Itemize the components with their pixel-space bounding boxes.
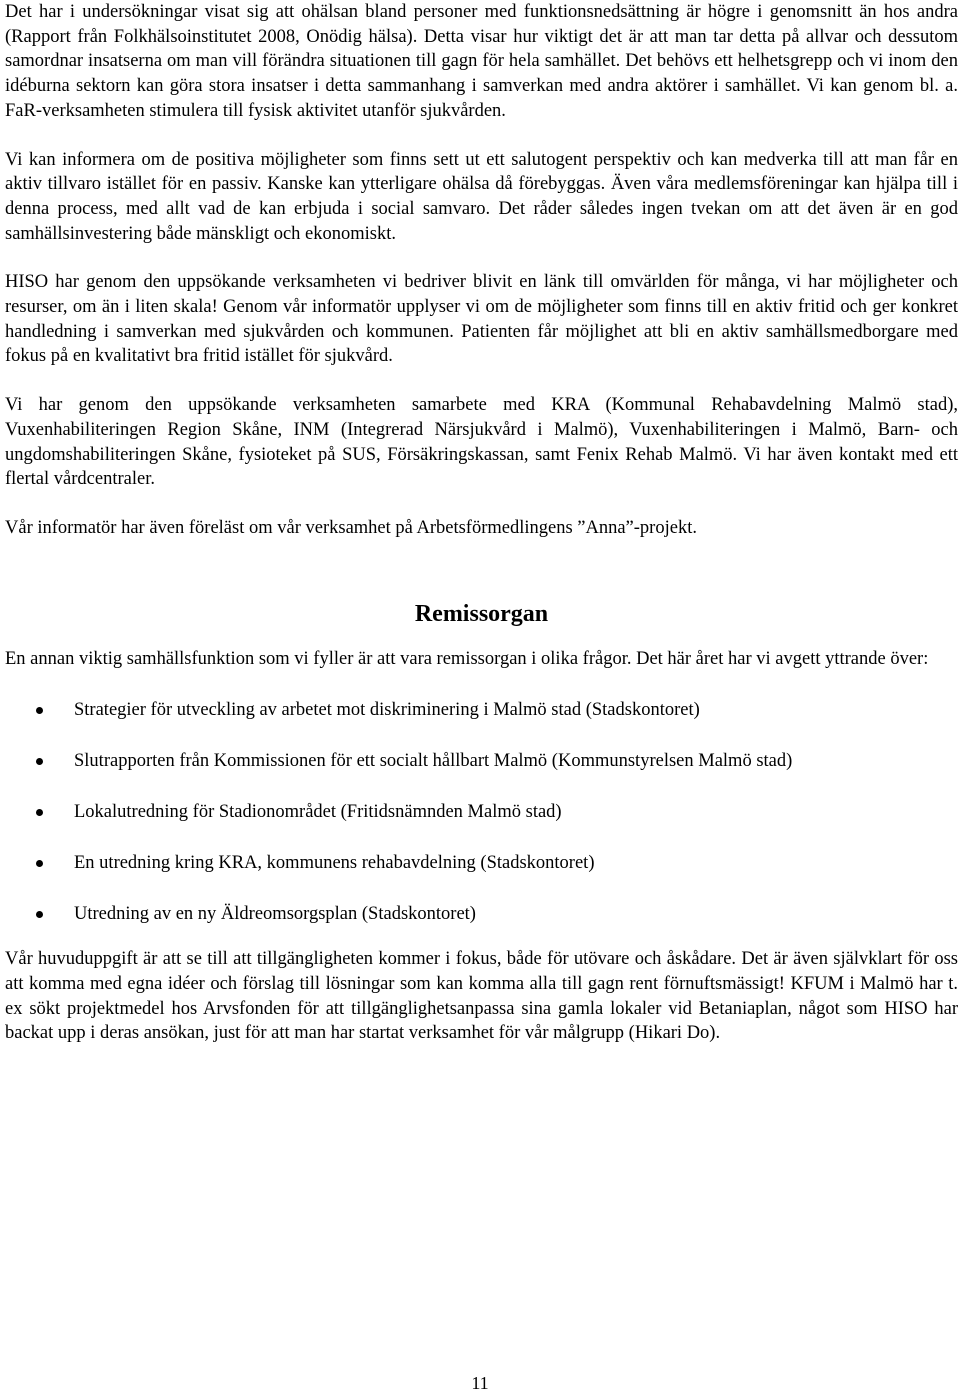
page-number: 11 xyxy=(471,1373,489,1393)
list-item xyxy=(5,749,958,774)
paragraph-consultation-intro: En annan viktig samhällsfunktion som vi fyller är att vara remissorgan i olika frågor. Det här året har vi avgett yttrande över: xyxy=(5,648,929,669)
list-item xyxy=(5,800,958,825)
bullet-icon xyxy=(36,707,43,714)
list-item xyxy=(5,902,958,927)
paragraph-informant-lecture: Vår informatör har även föreläst om vår verksamhet på Arbetsförmedlingens ”Anna”-projekt. xyxy=(5,517,697,538)
list-item-text: Utredning av en ny Äldreomsorgsplan (Stadskontoret) xyxy=(74,904,476,925)
bullet-icon xyxy=(36,860,43,867)
list-item xyxy=(5,698,958,723)
bullet-icon xyxy=(36,758,43,765)
paragraph-health-disparity: Det har i undersökningar visat sig att ohälsan bland personer med funktionsnedsättning är högre i genomsnitt än hos andra (Rapport från Folkhälsoinstitutet 2008, Onödig hälsa). Detta visar hur viktigt det är att man tar detta på allvar och dessutom samordnar insatserna om man vill förändra situationen till gagn för hela samhället. Det behövs ett helhetsgrepp och vi inom den idéburna sektorn kan göra stora insatser i detta sammanhang i samverkan med andra aktörer i samhället. Vi kan genom bl. a. FaR-verksamheten stimulera till fysisk aktivitet utanför sjukvården. xyxy=(5,2,958,121)
paragraph-main-task: Vår huvuduppgift är att se till att tillgängligheten kommer i fokus, både för utövare och åskådare. Det är även självklart för oss att komma med egna idéer och förslag till lösningar som kan komma alla till gagn rent förnuftsmässigt! KFUM i Malmö har t. ex sökt projektmedel hos Arvsfonden för att tillgänglighetsanpassa sina gamla lokaler vid Betaniaplan, något som HISO har backat upp i deras ansökan, just för att man har startat verksamhet för vår målgrupp (Hikari Do). xyxy=(5,949,958,1044)
consultation-list xyxy=(5,698,958,927)
document-page xyxy=(5,0,958,1046)
paragraph-hiso-outreach: HISO har genom den uppsökande verksamheten vi bedriver blivit en länk till omvärlden för många, vi har möjligheter och resurser, om än i liten skala! Genom vår informatör upplyser vi om de möjligheter som finns till en aktiv fritid och ger konkret handledning i samverkan med sjukvården och kommunen. Patienten får möjlighet att bli en aktiv samhällsmedborgare med fokus på en kvalitativt bra fritid istället för sjukvård. xyxy=(5,272,958,367)
list-item-text: Strategier för utveckling av arbetet mot diskriminering i Malmö stad (Stadskontoret) xyxy=(74,700,700,721)
bullet-icon xyxy=(36,809,43,816)
list-item-text: En utredning kring KRA, kommunens rehabavdelning (Stadskontoret) xyxy=(74,853,595,874)
list-item xyxy=(5,851,958,876)
paragraph-salutogenic-perspective: Vi kan informera om de positiva möjligheter som finns sett ut ett salutogent perspektiv och kan medverka till att man får en aktiv tillvaro istället för en passiv. Kanske kan ytterligare ohälsa då förebyggas. Även våra medlemsföreningar kan hjälpa till i denna process, med allt vad de kan erbjuda i social samvaro. Det råder således ingen tvekan om att det även är en god samhällsinvestering både mänskligt och ekonomiskt. xyxy=(5,149,958,244)
list-item-text: Lokalutredning för Stadionområdet (Fritidsnämnden Malmö stad) xyxy=(74,802,562,823)
list-item-text: Slutrapporten från Kommissionen för ett socialt hållbart Malmö (Kommunstyrelsen Malmö stad) xyxy=(74,751,793,772)
section-heading-remissorgan: Remissorgan xyxy=(414,600,549,627)
paragraph-collaboration-partners: Vi har genom den uppsökande verksamheten samarbete med KRA (Kommunal Rehabavdelning Malmö stad), Vuxenhabiliteringen Region Skåne, INM (Integrerad Närsjukvård i Malmö), Vuxenhabiliteringen i Malmö, Barn- och ungdomshabiliteringen Skåne, fysioteket på SUS, Försäkringskassan, samt Fenix Rehab Malmö. Vi har även kontakt med ett flertal vårdcentraler. xyxy=(5,395,958,490)
bullet-icon xyxy=(36,911,43,918)
